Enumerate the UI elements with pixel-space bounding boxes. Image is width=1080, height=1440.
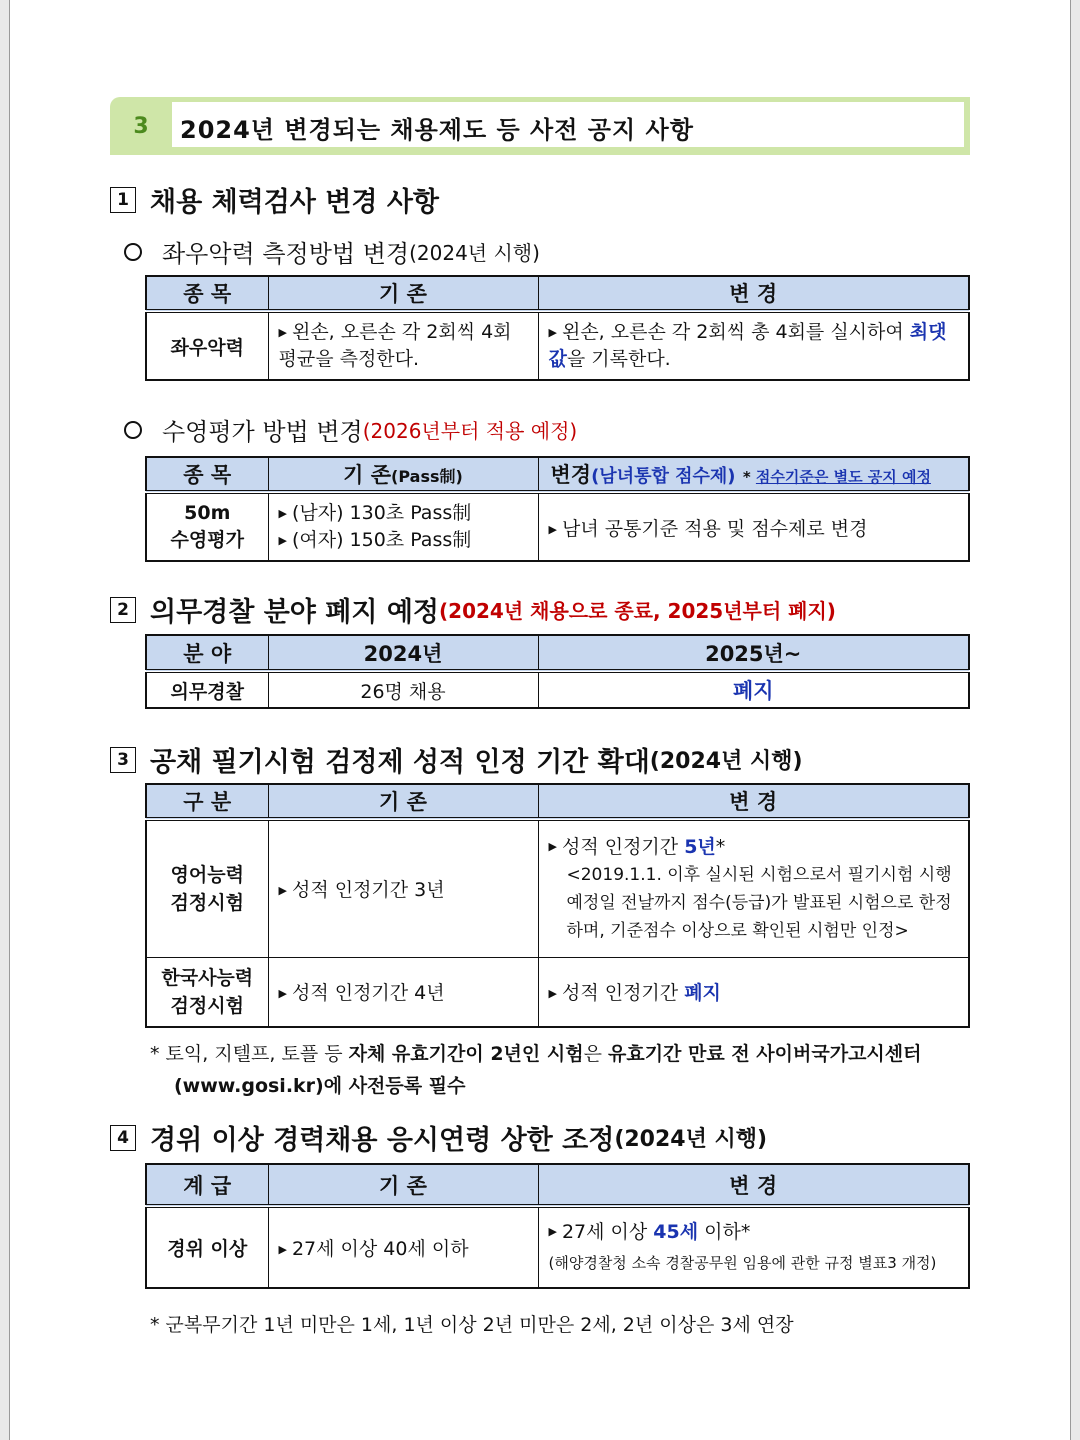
- row-category: [146, 492, 268, 561]
- old-rule-text: 27세 이상 40세 이하: [291, 1238, 469, 1260]
- triangle-bullet-icon: ▶: [278, 507, 287, 520]
- row-category-history: [146, 957, 268, 1027]
- col-header-field: 분 야: [146, 635, 268, 671]
- section-2-number: 2: [110, 597, 136, 623]
- row-category-line2: 수영평가: [170, 529, 244, 551]
- value-2025: 폐지: [538, 671, 969, 708]
- col-header-old: 기 존: [268, 276, 538, 311]
- col-header-new-label: 변경: [550, 463, 592, 487]
- old-rule-cell: [268, 1206, 538, 1288]
- section-3-title: 공채 필기시험 검정제 성적 인정 기간 확대: [150, 747, 650, 778]
- col-header-old-label: 기 존: [343, 463, 392, 487]
- old-rule-women: (여자) 150초 Pass制: [291, 529, 472, 551]
- section-4-number: 4: [110, 1125, 136, 1151]
- section-2-heading: [110, 590, 836, 629]
- section-1-number: 1: [110, 187, 136, 213]
- circle-bullet-icon: [124, 243, 142, 261]
- old-rule-cell: [268, 819, 538, 957]
- new-rule-cell: [538, 957, 969, 1027]
- old-rule-cell: [268, 957, 538, 1027]
- section-banner: [110, 97, 970, 155]
- score-criteria-note: 점수기준은 별도 공지 예정: [755, 468, 931, 486]
- row-category: 좌우악력: [146, 311, 268, 380]
- page-edge-right: [1070, 0, 1080, 1440]
- sub-1-title: 좌우악력 측정방법 변경: [162, 240, 410, 268]
- new-rule-reference: (해양경찰청 소속 경찰공무원 임용에 관한 규정 별표3 개정): [548, 1254, 937, 1273]
- triangle-bullet-icon: ▶: [278, 884, 287, 898]
- section-4-title: 경위 이상 경력채용 응시연령 상한 조정: [150, 1125, 615, 1156]
- triangle-bullet-icon: ▶: [548, 1225, 557, 1239]
- col-header-2024: 2024년: [268, 635, 538, 671]
- triangle-bullet-icon: ▶: [548, 326, 557, 339]
- banner-title: 2024년 변경되는 채용제도 등 사전 공지 사항: [180, 116, 694, 144]
- triangle-bullet-icon: ▶: [278, 326, 287, 339]
- value-2024: 26명 채용: [268, 671, 538, 708]
- sub-1-suffix: (2024년 시행): [409, 241, 540, 265]
- swim-test-table: [145, 456, 970, 562]
- triangle-bullet-icon: ▶: [548, 840, 557, 853]
- col-header-new: 변 경: [538, 276, 969, 311]
- col-header-new: [538, 457, 969, 492]
- section-4-footnote: * 군복무기간 1년 미만은 1세, 1년 이상 2년 미만은 2세, 2년 이상은 3세 연장: [150, 1314, 794, 1336]
- row-category-line1: 영어능력: [170, 863, 244, 886]
- new-rule-text-c: 을 기록한다.: [566, 348, 671, 370]
- triangle-bullet-icon: ▶: [278, 1243, 287, 1256]
- new-rule-text-c: 이하*: [698, 1220, 751, 1243]
- col-header-type: 구 분: [146, 784, 268, 819]
- row-category-line1: 50m: [184, 502, 231, 524]
- row-category: 의무경찰: [146, 671, 268, 708]
- footnote-text-a: * 토익, 지텔프, 토플 등: [150, 1043, 349, 1065]
- new-rule-highlight: 45세: [653, 1220, 699, 1243]
- section-3-heading: [110, 740, 803, 779]
- col-header-2025: 2025년~: [538, 635, 969, 671]
- section-2-note: (2024년 채용으로 종료, 2025년부터 폐지): [439, 599, 836, 623]
- col-header-new-note: *: [742, 468, 756, 486]
- old-rule-cell: [268, 311, 538, 380]
- row-category: 경위 이상: [146, 1206, 268, 1288]
- new-rule-star: *: [715, 835, 726, 858]
- page-edge-left: [0, 0, 10, 1440]
- row-category-line2: 검정시험: [170, 994, 244, 1017]
- footnote-text-b: 자체 유효기간이 2년인 시험: [348, 1043, 584, 1065]
- age-limit-table: [145, 1163, 970, 1289]
- section-3-suffix: (2024년 시행): [649, 749, 803, 774]
- conscript-police-table: [145, 634, 970, 709]
- section-3-number: 3: [110, 747, 136, 773]
- col-header-new: 변 경: [538, 1164, 969, 1206]
- new-rule-cell: [538, 1206, 969, 1288]
- col-header-new: 변 경: [538, 784, 969, 819]
- triangle-bullet-icon: ▶: [548, 987, 557, 1001]
- old-rule-men: (남자) 130초 Pass制: [291, 502, 472, 524]
- section-4-suffix: (2024년 시행): [614, 1127, 768, 1152]
- new-rule-text-a: 성적 인정기간: [561, 982, 685, 1005]
- section-3-footnote: [150, 1038, 922, 1102]
- old-rule-cell: [268, 492, 538, 561]
- new-rule-cell: [538, 819, 969, 957]
- col-header-old-small: (Pass制): [391, 467, 463, 486]
- col-header-rank: 계 급: [146, 1164, 268, 1206]
- footnote-text-c: 은: [583, 1043, 608, 1065]
- circle-bullet-icon: [124, 421, 142, 439]
- sub-2-suffix: (2026년부터 적용 예정): [362, 419, 578, 443]
- banner-number: 3: [133, 113, 149, 139]
- footnote-text-e: (www.gosi.kr)에 사전등록 필수: [174, 1075, 466, 1097]
- col-header-item: 종 목: [146, 276, 268, 311]
- old-rule-text: 왼손, 오른손 각 2회씩 4회 평균을 측정한다.: [278, 321, 512, 370]
- col-header-new-paren: (남녀통합 점수제): [591, 466, 736, 487]
- row-category-english: [146, 819, 268, 957]
- triangle-bullet-icon: ▶: [278, 987, 287, 1001]
- written-exam-table: [145, 783, 970, 1028]
- triangle-bullet-icon: ▶: [278, 534, 287, 547]
- section-2-title: 의무경찰 분야 폐지 예정: [150, 597, 440, 628]
- section-4-heading: [110, 1118, 767, 1157]
- sub-2-heading: [124, 412, 577, 447]
- new-rule-text-a: 27세 이상: [561, 1220, 654, 1243]
- old-rule-text: 성적 인정기간 4년: [291, 982, 445, 1005]
- sub-2-title: 수영평가 방법 변경: [162, 418, 363, 446]
- row-category-line2: 검정시험: [170, 891, 244, 914]
- col-header-old: 기 존: [268, 784, 538, 819]
- sub-1-heading: [124, 234, 540, 269]
- new-rule-text: 남녀 공통기준 적용 및 점수제로 변경: [561, 517, 868, 540]
- col-header-old: [268, 457, 538, 492]
- new-rule-condition: <2019.1.1. 이후 실시된 시험으로서 필기시험 시행 예정일 전날까지 점수(등급)가 발표된 시험으로 한정하며, 기준점수 이상으로 확인된 시험만 인정>: [566, 865, 952, 941]
- new-rule-highlight: 폐지: [684, 982, 721, 1005]
- triangle-bullet-icon: ▶: [548, 522, 557, 536]
- grip-test-table: [145, 275, 970, 381]
- new-rule-text-a: 왼손, 오른손 각 2회씩 총 4회를 실시하여: [561, 321, 910, 343]
- new-rule-cell: [538, 492, 969, 561]
- new-rule-cell: [538, 311, 969, 380]
- col-header-old: 기 존: [268, 1164, 538, 1206]
- new-rule-highlight: 5년: [684, 835, 716, 858]
- section-1-title: 채용 체력검사 변경 사항: [150, 187, 440, 218]
- old-rule-text: 성적 인정기간 3년: [291, 879, 445, 902]
- section-1-heading: [110, 180, 439, 219]
- footnote-text-d: 유효기간 만료 전 사이버국가고시센터: [607, 1043, 922, 1065]
- new-rule-text-a: 성적 인정기간: [561, 835, 685, 858]
- row-category-line1: 한국사능력: [161, 966, 254, 989]
- new-rule-highlight: 최댓값: [548, 321, 947, 370]
- col-header-item: 종 목: [146, 457, 268, 492]
